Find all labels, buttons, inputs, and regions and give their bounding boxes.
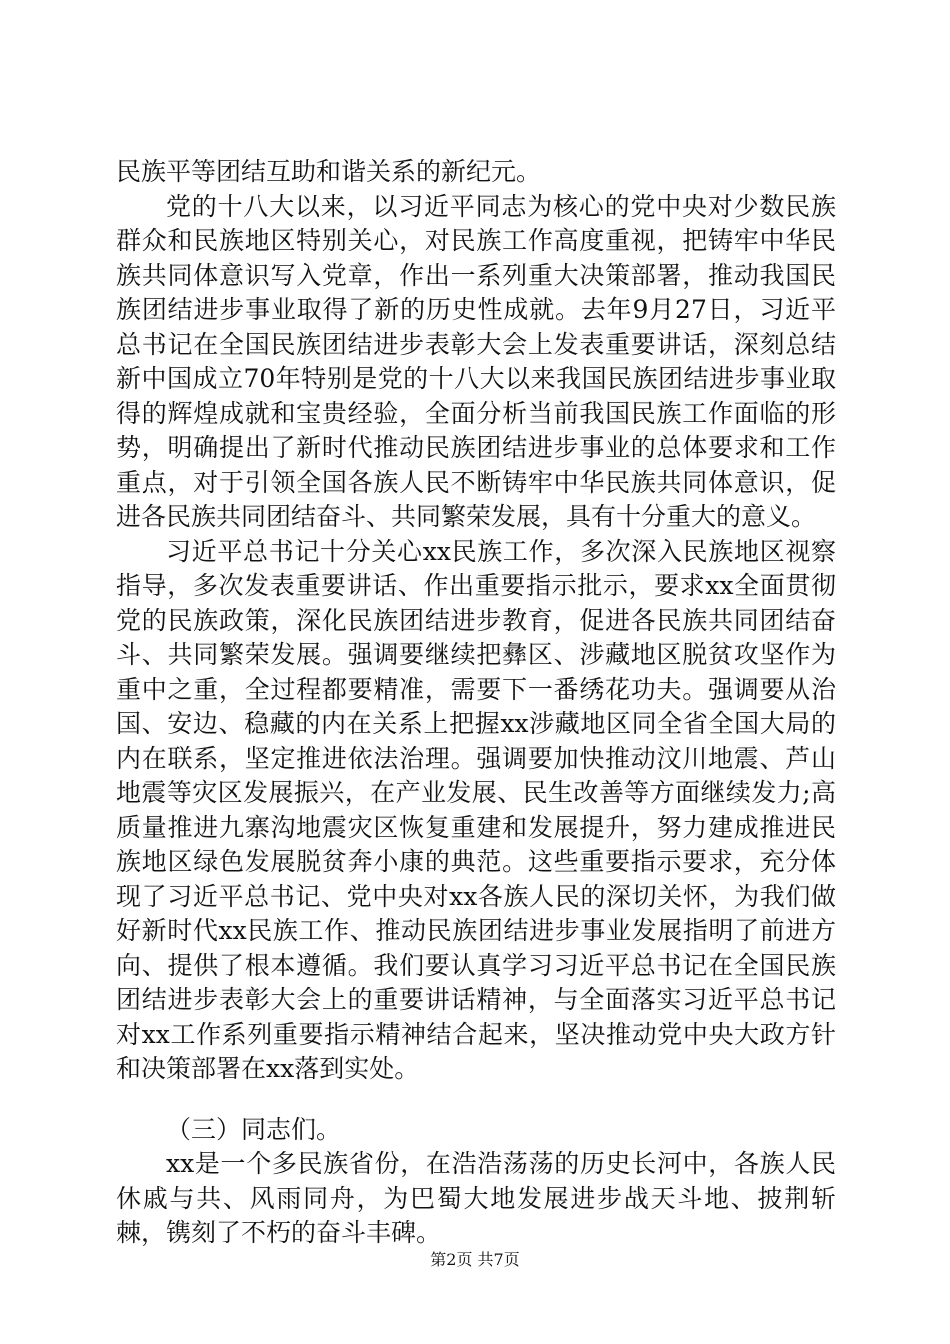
page-number-footer: 第2页 共7页 — [430, 1250, 520, 1269]
paragraph-spacer — [116, 1087, 836, 1113]
paragraph-continuation: 民族平等团结互助和谐关系的新纪元。 — [116, 157, 542, 186]
paragraph-xx-ethnic-work: 习近平总书记十分关心xx民族工作，多次深入民族地区视察指导，多次发表重要讲话、作出重要指示批示，要求xx全面贯彻党的民族政策，深化民族团结进步教育，促进各民族共同团结奋斗、共同繁荣发展。强调要继续把彝区、涉藏地区脱贫攻坚作为重中之重，全过程都要精准，需要下一番绣花功夫。强调要从治国、安边、稳藏的内在关系上把握xx涉藏地区同全省全国大局的内在联系，坚定推进依法治理。强调要加快推动汶川地震、芦山地震等灾区发展振兴，在产业发展、民生改善等方面继续发力;高质量推进九寨沟地震灾区恢复重建和发展提升，努力建成推进民族地区绿色发展脱贫奔小康的典范。这些重要指示要求，充分体现了习近平总书记、党中央对xx各族人民的深切关怀，为我们做好新时代xx民族工作、推动民族团结进步事业发展指明了前进方向、提供了根本遵循。我们要认真学习习近平总书记在全国民族团结进步表彰大会上的重要讲话精神，与全面落实习近平总书记对xx工作系列重要指示精神结合起来，坚决推动党中央大政方针和决策部署在xx落到实处。 — [116, 536, 836, 1083]
paragraph-multi-ethnic-province: xx是一个多民族省份，在浩浩荡荡的历史长河中，各族人民休戚与共、风雨同舟，为巴蜀大地发展进步战天斗地、披荆斩棘，镌刻了不朽的奋斗丰碑。 — [116, 1149, 836, 1247]
section-heading: （三）同志们。 — [166, 1114, 342, 1144]
paragraph-eighteenth-congress: 党的十八大以来，以习近平同志为核心的党中央对少数民族群众和民族地区特别关心，对民族工作高度重视，把铸牢中华民族共同体意识写入党章，作出一系列重大决策部署，推动我国民族团结进步事业取得了新的历史性成就。去年9月27日，习近平总书记在全国民族团结进步表彰大会上发表重要讲话，深刻总结新中国成立70年特别是党的十八大以来我国民族团结进步事业取得的辉煌成就和宝贵经验，全面分析当前我国民族工作面临的形势，明确提出了新时代推动民族团结进步事业的总体要求和工作重点，对于引领全国各族人民不断铸牢中华民族共同体意识，促进各民族共同团结奋斗、共同繁荣发展，具有十分重大的意义。 — [116, 191, 836, 531]
document-body — [116, 155, 836, 1251]
